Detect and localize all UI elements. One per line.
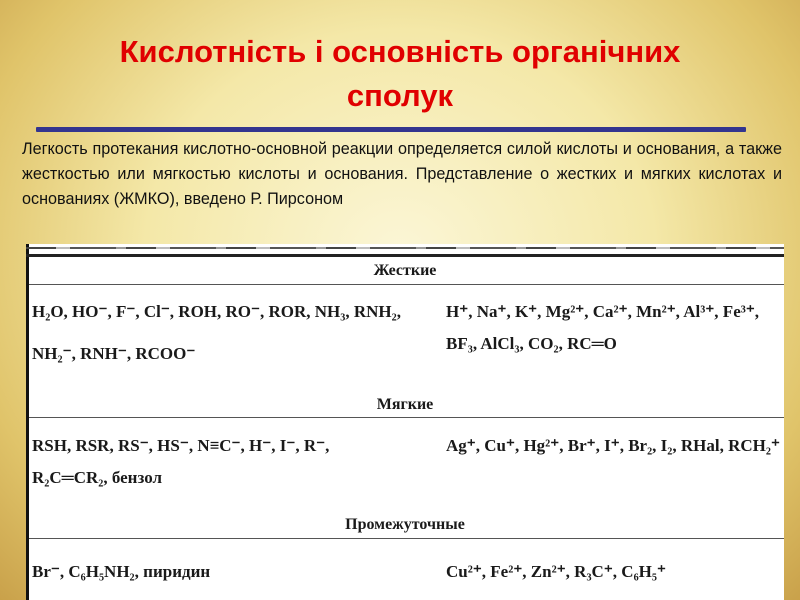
hard-bases-line-2: NH₂⁻, RNH⁻, RCOO⁻ xyxy=(32,344,196,363)
title-line-1: Кислотність і основність органічних xyxy=(119,34,681,69)
soft-bases-line-1: RSH, RSR, RS⁻, HS⁻, N≡C⁻, H⁻, I⁻, R⁻, xyxy=(32,436,330,455)
hsab-table xyxy=(26,244,784,600)
section-heading-borderline: Промежуточные xyxy=(345,516,465,533)
table-left-border xyxy=(26,244,29,600)
slide-title xyxy=(20,30,780,118)
table-scan-rule xyxy=(26,247,784,249)
soft-bases-line-2: R₂C═CR₂, бензол xyxy=(32,468,163,487)
intro-paragraph: Легкость протекания кислотно-основной реакции определяется силой кислоты и основания, а также жесткостью или мягкостью кислоты и основания. Представление о жестких и мягких кислотах и основаниях (ЖМКО), введено Р. Пирсоном xyxy=(22,140,782,208)
borderline-acids-line-1: Cu²⁺, Fe²⁺, Zn²⁺, R₃C⁺, C₆H₅⁺ xyxy=(446,562,666,581)
title-line-2: сполук xyxy=(346,78,454,113)
hard-bases-line-1: H₂O, HO⁻, F⁻, Cl⁻, ROH, RO⁻, ROR, NH₃, RNH₂, xyxy=(32,302,401,321)
table-top-rule xyxy=(26,254,784,257)
hard-acids-line-2: BF₃, AlCl₃, CO₂, RC═O xyxy=(446,334,617,353)
title-underline xyxy=(36,127,746,132)
borderline-bases-line-1: Br⁻, C₆H₅NH₂, пиридин xyxy=(32,562,211,581)
section-heading-soft: Мягкие xyxy=(376,396,434,413)
section-rule xyxy=(29,538,784,539)
hard-acids-line-1: H⁺, Na⁺, K⁺, Mg²⁺, Ca²⁺, Mn²⁺, Al³⁺, Fe³⁺, xyxy=(446,302,760,321)
section-rule xyxy=(29,417,784,418)
soft-acids-line-1: Ag⁺, Cu⁺, Hg²⁺, Br⁺, I⁺, Br₂, I₂, RHal, RCH₂⁺ xyxy=(446,436,780,455)
section-heading-hard: Жесткие xyxy=(373,262,437,279)
section-rule xyxy=(29,284,784,285)
